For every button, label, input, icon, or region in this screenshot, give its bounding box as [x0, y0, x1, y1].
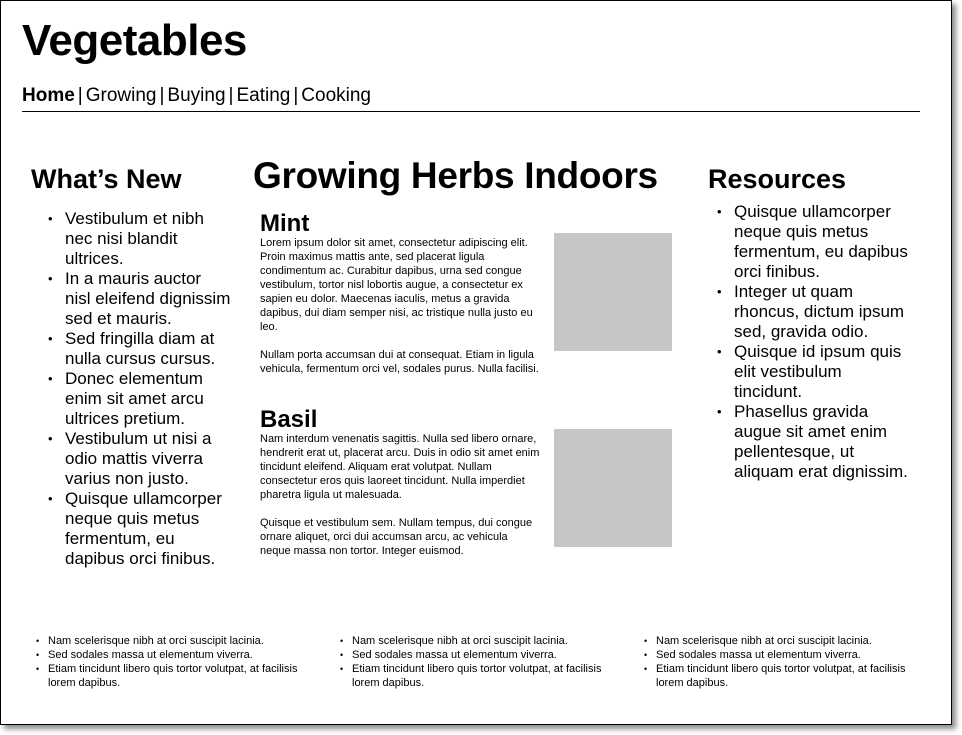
nav-separator: |: [159, 85, 165, 106]
list-item: • Quisque id ipsum quis elit vestibulum tincidunt.: [734, 342, 908, 402]
list-item: • Nam scelerisque nibh at orci suscipit lacinia.: [48, 634, 304, 648]
list-item: • Quisque ullamcorper neque quis metus fermentum, eu dapibus orci finibus.: [734, 202, 908, 282]
footer-column: [642, 634, 912, 690]
list-item: • Integer ut quam rhoncus, dictum ipsum sed, gravida odio.: [734, 282, 908, 342]
footer-list: [338, 634, 608, 690]
resources-heading: Resources: [708, 164, 847, 194]
nav-link-home[interactable]: Home: [22, 85, 75, 106]
herb-heading: Mint: [260, 210, 310, 237]
herb-section-mint: [260, 211, 680, 376]
footer-list: [642, 634, 912, 690]
herb-heading: Basil: [260, 406, 318, 433]
list-item: • Sed sodales massa ut elementum viverra.: [656, 648, 912, 662]
nav-separator: |: [77, 85, 83, 106]
nav-separator: |: [293, 85, 299, 106]
nav-link-cooking[interactable]: Cooking: [301, 85, 371, 106]
image-placeholder: [554, 429, 672, 547]
list-item: • Sed fringilla diam at nulla cursus cursus.: [65, 329, 231, 369]
list-item: • Quisque ullamcorper neque quis metus fermentum, eu dapibus orci finibus.: [65, 489, 231, 569]
herb-text: [260, 236, 540, 376]
header-divider: [22, 111, 920, 112]
herb-section-basil: [260, 407, 680, 558]
image-placeholder: [554, 233, 672, 351]
list-item: • Nam scelerisque nibh at orci suscipit lacinia.: [656, 634, 912, 648]
list-item: • Etiam tincidunt libero quis tortor volutpat, at facilisis lorem dapibus.: [48, 662, 304, 690]
nav-link-eating[interactable]: Eating: [236, 85, 291, 106]
list-item: • Sed sodales massa ut elementum viverra.: [352, 648, 608, 662]
paragraph: Nullam porta accumsan dui at consequat. Etiam in ligula vehicula, fermentum orci vel, sodales purus. Nulla facilisi.: [260, 349, 539, 376]
footer-list: [34, 634, 304, 690]
paragraph: Quisque et vestibulum sem. Nullam tempus, dui congue ornare aliquet, orci dui accumsan arcu, ac vehicula neque massa non tortor. Integer euismod.: [260, 517, 533, 558]
list-item: • Phasellus gravida augue sit amet enim pellentesque, ut aliquam erat dignissim.: [734, 402, 908, 482]
list-item: • Donec elementum enim sit amet arcu ultrices pretium.: [65, 369, 231, 429]
footer-column: [338, 634, 608, 690]
list-item: • Vestibulum ut nisi a odio mattis viverra varius non justo.: [65, 429, 231, 489]
list-item: • Etiam tincidunt libero quis tortor volutpat, at facilisis lorem dapibus.: [352, 662, 608, 690]
list-item: • Etiam tincidunt libero quis tortor volutpat, at facilisis lorem dapibus.: [656, 662, 912, 690]
list-item: • In a mauris auctor nisl eleifend dignissim sed et mauris.: [65, 269, 231, 329]
whats-new-sidebar: [31, 163, 231, 569]
whats-new-heading: What’s New: [31, 164, 182, 194]
footer-column: [34, 634, 304, 690]
nav-link-growing[interactable]: Growing: [85, 85, 157, 106]
resources-list: [708, 202, 908, 482]
whats-new-list: [31, 209, 231, 569]
nav-separator: |: [228, 85, 234, 106]
list-item: • Sed sodales massa ut elementum viverra.: [48, 648, 304, 662]
herb-text: [260, 432, 540, 558]
page-title: Growing Herbs Indoors: [253, 155, 658, 196]
list-item: • Nam scelerisque nibh at orci suscipit lacinia.: [352, 634, 608, 648]
site-title: Vegetables: [22, 16, 247, 65]
paragraph: Nam interdum venenatis sagittis. Nulla sed libero ornare, hendrerit erat ut, placerat arcu. Duis in odio sit amet enim tincidunt eleifend. Aliquam erat volutpat. Nullam consectetur eros quis laoreet tincidunt. Nulla imperdiet pharetra ligula ut malesuada.: [260, 433, 540, 502]
main-nav: [22, 85, 371, 108]
nav-link-buying[interactable]: Buying: [167, 85, 226, 106]
paragraph: Lorem ipsum dolor sit amet, consectetur adipiscing elit. Proin maximus mattis ante, sed placerat ligula condimentum ac. Curabitur dapibus, urna sed congue vestibulum, tortor nisl lobortis augue, a consectetur ex sapien eu dolor. Maecenas iaculis, metus a gravida dapibus, dui diam semper nisi, ac tristique nulla justo eu leo.: [260, 237, 533, 334]
main-content: [253, 155, 683, 558]
resources-sidebar: [708, 163, 908, 482]
list-item: • Vestibulum et nibh nec nisi blandit ultrices.: [65, 209, 231, 269]
